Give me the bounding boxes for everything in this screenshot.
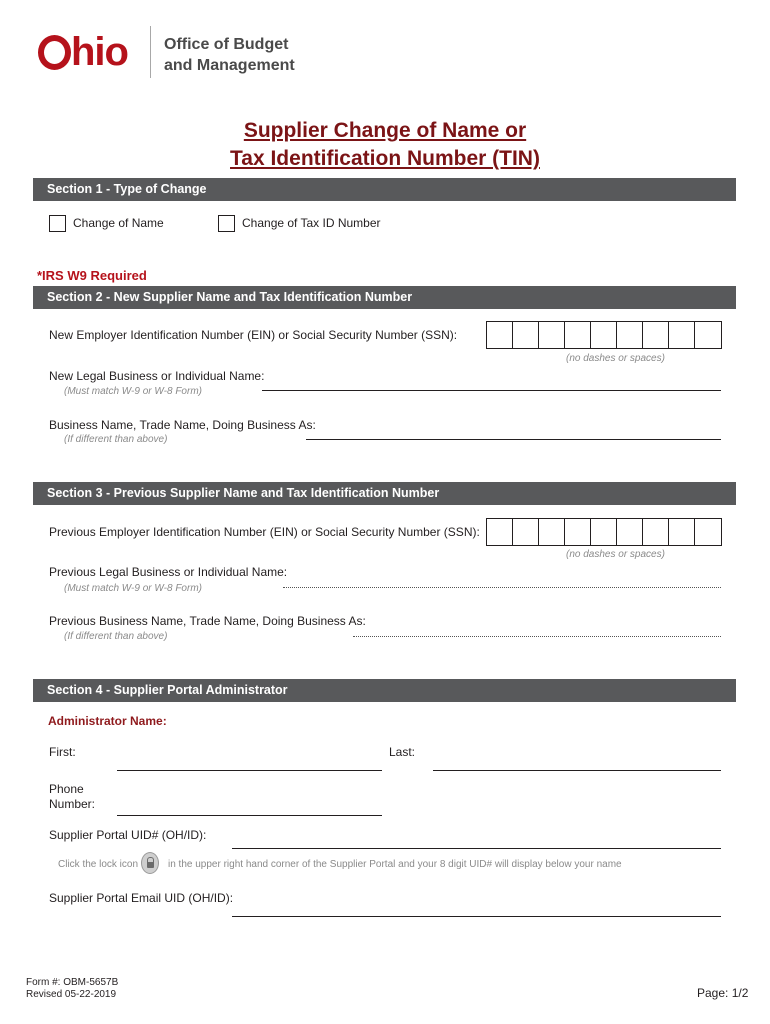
section3-heading: Section 3 - Previous Supplier Name and Tax Identification Number bbox=[33, 482, 736, 505]
office-line1: Office of Budget bbox=[164, 36, 289, 53]
lock-hint-after: in the upper right hand corner of the Supplier Portal and your 8 digit UID# will display below your name bbox=[168, 859, 622, 870]
ohio-logo-o-mark bbox=[38, 35, 71, 70]
form-title-line1: Supplier Change of Name or bbox=[243, 119, 527, 142]
form-number: Form #: OBM-5657B bbox=[26, 977, 119, 988]
change-of-tax-id-checkbox[interactable] bbox=[218, 215, 235, 232]
prev-ein-input[interactable] bbox=[486, 518, 722, 546]
new-ein-label: New Employer Identification Number (EIN) or Social Security Number (SSN): bbox=[49, 328, 458, 342]
new-legal-name-field[interactable] bbox=[262, 390, 721, 391]
header-divider bbox=[150, 26, 151, 78]
administrator-name-label: Administrator Name: bbox=[48, 714, 167, 728]
office-name bbox=[164, 34, 295, 76]
portal-uid-label: Supplier Portal UID# (OH/ID): bbox=[49, 828, 207, 842]
change-of-tax-id-label: Change of Tax ID Number bbox=[242, 216, 381, 230]
portal-uid-field[interactable] bbox=[232, 848, 721, 849]
revised-date: Revised 05-22-2019 bbox=[26, 989, 117, 1000]
prev-legal-name-hint: (Must match W-9 or W-8 Form) bbox=[64, 583, 202, 594]
lock-icon bbox=[141, 852, 159, 874]
section2-heading: Section 2 - New Supplier Name and Tax Identification Number bbox=[33, 286, 736, 309]
new-ein-hint: (no dashes or spaces) bbox=[566, 353, 665, 364]
page-number: Page: 1/2 bbox=[697, 986, 749, 1000]
form-title-line2: Tax Identification Number (TIN) bbox=[230, 147, 540, 170]
prev-ein-hint: (no dashes or spaces) bbox=[566, 549, 665, 560]
prev-dba-label: Previous Business Name, Trade Name, Doing Business As: bbox=[49, 614, 366, 628]
new-dba-label: Business Name, Trade Name, Doing Business As: bbox=[49, 418, 316, 432]
new-legal-name-label: New Legal Business or Individual Name: bbox=[49, 369, 265, 383]
office-line2: and Management bbox=[164, 57, 295, 74]
prev-legal-name-label: Previous Legal Business or Individual Name: bbox=[49, 565, 288, 579]
phone-label-line2: Number: bbox=[49, 797, 96, 811]
prev-dba-field[interactable] bbox=[353, 636, 721, 637]
portal-email-field[interactable] bbox=[232, 916, 721, 917]
ohio-logo-text: hio bbox=[71, 30, 128, 74]
first-name-field[interactable] bbox=[117, 770, 382, 771]
phone-number-field[interactable] bbox=[117, 815, 382, 816]
lock-hint-before: Click the lock icon bbox=[58, 859, 139, 870]
change-of-name-checkbox[interactable] bbox=[49, 215, 66, 232]
prev-legal-name-field[interactable] bbox=[283, 587, 721, 588]
prev-ein-label: Previous Employer Identification Number (EIN) or Social Security Number (SSN): bbox=[49, 525, 480, 539]
new-dba-field[interactable] bbox=[306, 439, 721, 440]
new-ein-input[interactable] bbox=[486, 321, 722, 349]
portal-email-label: Supplier Portal Email UID (OH/ID): bbox=[49, 891, 234, 905]
irs-w9-required: *IRS W9 Required bbox=[37, 268, 147, 283]
new-dba-hint: (If different than above) bbox=[64, 434, 168, 445]
ohio-logo bbox=[37, 30, 137, 74]
new-legal-name-hint: (Must match W-9 or W-8 Form) bbox=[64, 386, 202, 397]
last-name-field[interactable] bbox=[433, 770, 721, 771]
section1-heading: Section 1 - Type of Change bbox=[33, 178, 736, 201]
phone-label-line1: Phone bbox=[49, 782, 84, 796]
first-name-label: First: bbox=[49, 745, 76, 759]
change-of-name-label: Change of Name bbox=[73, 216, 164, 230]
prev-dba-hint: (If different than above) bbox=[64, 631, 168, 642]
section4-heading: Section 4 - Supplier Portal Administrator bbox=[33, 679, 736, 702]
last-name-label: Last: bbox=[389, 745, 416, 759]
